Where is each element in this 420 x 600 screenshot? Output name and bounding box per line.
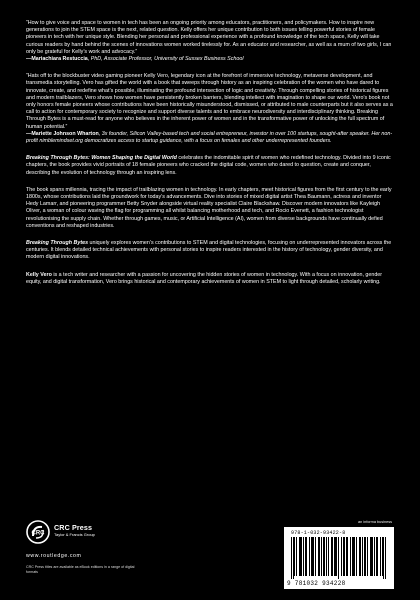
book-description-1 — [26, 155, 394, 177]
endorsement-quote-1 — [26, 20, 394, 63]
ebook-note: CRC Press titles are available as eBook editions in a range of digital formats — [26, 565, 135, 574]
isbn-barcode — [284, 527, 394, 589]
isbn-top-label: 978-1-032-93422-8 — [291, 530, 346, 536]
quote-author-role: , 3x founder, Silicon Valley-based tech and social entrepreneur, investor in over 100 startups, sought-after speaker. Her non-profit nimblemindset.org democratizes access to startup guidance, with a focus on females and other underrepresented founders. — [26, 130, 393, 145]
back-cover-text — [26, 20, 394, 295]
bio-text: is a tech writer and researcher with a passion for uncovering the hidden stories of women in technology. With a focus on innovation, gender equity, and digital transformation, Vero brings historical and contemporary achievements of women in STEM to light through detailed, scholarly writing. — [26, 271, 383, 285]
publisher-group: Taylor & Francis Group — [54, 532, 95, 537]
book-title: Breaking Through Bytes — [26, 240, 89, 247]
description-text: uniquely explores women’s contributions to STEM and digital technologies, focusing on underrepresented innovators across the centuries. It blends detailed technical achievements with personal stories to inspire readers interested in the history of technology, gender diversity, and modern digital innovations. — [26, 240, 392, 261]
quote-author: —Mariette Johnson Wharton — [26, 130, 99, 137]
quote-author-role: , PhD, Associate Professor, University of Sussex Business School — [87, 56, 244, 63]
book-description-2 — [26, 187, 394, 230]
svg-text:CRC: CRC — [31, 530, 45, 537]
author-bio — [26, 272, 394, 286]
isbn-bottom-label: 9 781032 934228 — [287, 580, 346, 587]
description-text: The book spans millennia, tracing the impact of trailblazing women in technology. In early chapters, meet historical figures from the first century to the early 1800s, whose contributions laid the groundwork for today’s advancements. Dive into stories of mixed digital artist Thea Baumann, actress and inventor Hedy Lamarr, and pioneering programmer Betty Snyder alongside virtual reality specialist Claire Blackshaw. Discover modern innovators like Kayleigh Oliver, a woman of colour waving the flag for programming all whilst balancing motherhood and tech, and Rocio Evenett, a fashion technologist revolutionising the supply chain. Whether through games, music, or Artificial Intelligence (AI), women from diverse backgrounds have continually defied conventions and reshaped industries. — [26, 186, 392, 229]
informa-tagline: an informa business — [358, 520, 392, 524]
description-text: celebrates the indomitable spirit of women who redefined technology. Divided into 9 iconic chapters, the book provides vivid portraits of 18 female pioneers who cracked the digital code, women who dared to question, create and conquer, describing the evolution of technology through an inspiring lens. — [26, 155, 391, 176]
publisher-url: www.routledge.com — [26, 553, 82, 559]
quote-text: “Hats off to the blockbuster video gaming pioneer Kelly Vero, legendary icon at the forefront of immersive technology, metaverse development, and transmedia storytelling. Vero has gifted the world with a book that sweeps through history as an inspiring celebration of the women who have dared to innovate, create, and redefine what’s possible, illuminating the profound intersection of logic and creativity. Through compelling stories of historical figures and modern trailblazers, Vero shows how women have persistently broken barriers, blending intellect with imagination to shape our world. Vero’s book not only honors female pioneers whose contributions have been historically misunderstood, dismissed, or attributed to male counterparts but it also serves as a call to action for contemporary society to recognize and support diverse talents and to embrace neurodiversity and interdisciplinary thinking. Breaking Through Bytes is a must-read for anyone who believes in the inherent power of women and in the transformative power of unlocking the full spectrum of human potential.” — [26, 73, 393, 130]
quote-text: “How to give voice and space to women in tech has been an ongoing priority among educators, practitioners, and policymakers. How to inspire new generations to join the STEM space is the next, related question. Kelly offers her unique contribution to both issues telling powerful stories of female pioneers in tech with her unique style. Blending her personal and professional experience with a profound knowledge of the tech space, Kelly will take curious readers by hand behind the scenes of innovations women worked tirelessly for. As an educator and researcher, as well as a mum of two girls, I can only be grateful for Kelly’s work and advocacy.” — [26, 20, 392, 55]
author-name: Kelly Vero — [26, 271, 52, 278]
crc-press-logo-icon — [26, 520, 50, 544]
endorsement-quote-2 — [26, 73, 394, 145]
cover-footer — [26, 512, 394, 592]
book-description-3 — [26, 240, 394, 262]
book-title: Breaking Through Bytes: Women Shaping the Digital World — [26, 155, 177, 162]
quote-author: —Mariachiara Restuccia — [26, 56, 88, 63]
publisher-name: CRC Press — [54, 523, 93, 532]
publisher-block — [26, 520, 186, 590]
barcode-icon — [291, 537, 387, 579]
